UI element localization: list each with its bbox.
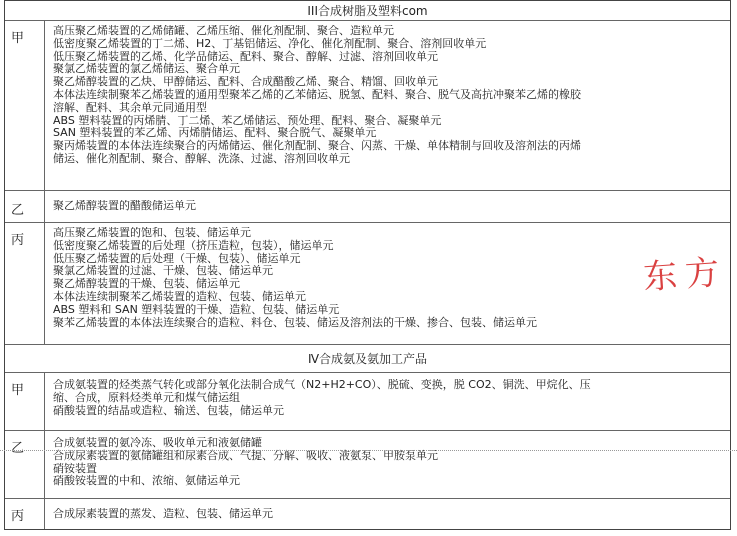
list-item: 低密度聚乙烯装置的后处理（挤压造粒，包装），储运单元	[53, 238, 334, 252]
list-item: SAN 塑料装置的苯乙烯、丙烯腈储运、配料、聚合脱气、凝聚单元	[53, 126, 377, 140]
list-item: ABS 塑料和 SAN 塑料装置的干燥、造粒、包装、储运单元	[53, 302, 340, 316]
grade-cell: 丙	[5, 499, 45, 529]
content-cell	[53, 200, 724, 213]
list-item: 硝酸装置的结晶或造粒、输送、包装，储运单元	[53, 403, 284, 417]
content-cell	[53, 227, 724, 329]
list-item: 聚丙烯装置的本体法连续聚合的丙烯储运、催化剂配制、聚合、闪蒸、干燥、单体精制与回收及溶剂法的丙烯	[53, 139, 581, 153]
list-item: 聚乙烯醇装置的乙炔、甲醇储运、配料、合成醋酸乙烯、聚合、精馏、回收单元	[53, 75, 438, 89]
list-item: 低压聚乙烯装置的乙烯、化学品储运、配料、聚合、醇解、过滤、溶剂回收单元	[53, 49, 438, 63]
section-overlay-text: com	[401, 4, 428, 18]
grade-cell: 甲	[5, 373, 45, 430]
list-item: 硝铵装置	[53, 461, 97, 475]
grade-cell: 丙	[5, 223, 45, 344]
table-row	[5, 191, 730, 223]
table-row	[5, 431, 730, 499]
list-item: 合成氨装置的烃类蒸气转化或部分氧化法制合成气（N2+H2+CO）、脱硫、变换，脱 CO2、铜洗、甲烷化、压	[53, 379, 591, 391]
list-item: 聚乙烯醇装置的干燥、包装、储运单元	[53, 277, 240, 291]
content-cell	[53, 508, 724, 521]
grade-cell: 甲	[5, 21, 45, 190]
list-item: 本体法连续制聚苯乙烯装置的造粒、包装、储运单元	[53, 289, 306, 303]
section-header-ammonia	[5, 345, 730, 373]
list-item: 合成氨装置的氨冷冻、吸收单元和液氨储罐	[53, 437, 262, 449]
content-cell	[53, 379, 724, 417]
content-cell	[53, 25, 724, 166]
table-row	[5, 499, 730, 529]
list-item: 合成尿素装置的蒸发、造粒、包装、储运单元	[53, 508, 273, 520]
list-item: ABS 塑料装置的丙烯腈、丁二烯、苯乙烯储运、预处理、配料、聚合、凝聚单元	[53, 113, 442, 127]
list-item: 高压聚乙烯装置的饱和、包装、储运单元	[53, 227, 251, 239]
table-row	[5, 223, 730, 345]
grade-cell: 乙	[5, 431, 45, 498]
list-item: 聚氯乙烯装置的氯乙烯储运、聚合单元	[53, 62, 240, 76]
section-header-resins	[5, 1, 730, 21]
section-title: Ⅳ合成氨及氨加工产品	[307, 352, 428, 366]
list-item: 低密度聚乙烯装置的丁二烯、H2、丁基铝储运、净化、催化剂配制、聚合、溶剂回收单元	[53, 36, 487, 50]
list-item: 合成尿素装置的氨储罐组和尿素合成、气提、分解、吸收、液氨泵、甲胺泵单元	[53, 448, 438, 462]
list-item: 高压聚乙烯装置的乙烯储罐、乙烯压缩、催化剂配制、聚合、造粒单元	[53, 25, 394, 37]
watermark-stamp: 东方	[641, 252, 729, 298]
list-item: 聚乙烯醇装置的醋酸储运单元	[53, 200, 196, 212]
dotted-divider	[0, 450, 737, 451]
table-row	[5, 373, 730, 431]
content-cell	[53, 437, 724, 488]
table-row	[5, 21, 730, 191]
section-title: III合成树脂及塑料	[307, 4, 402, 18]
list-item: 聚氯乙烯装置的过滤、干燥、包装、储运单元	[53, 264, 273, 278]
list-item: 聚苯乙烯装置的本体法连续聚合的造粒、料仓、包装、储运及溶剂法的干燥、掺合、包装、储运单元	[53, 315, 537, 329]
list-item: 硝酸铵装置的中和、浓缩、氨储运单元	[53, 474, 240, 488]
grade-cell: 乙	[5, 191, 45, 222]
list-item: 本体法连续制聚苯乙烯装置的通用型聚苯乙烯的乙苯储运、脱氢、配料、聚合、脱气及高抗冲聚苯乙烯的橡胶	[53, 87, 581, 101]
list-item: 低压聚乙烯装置的后处理（干燥、包装）、储运单元	[53, 251, 301, 265]
list-item: 溶解、配料、其余单元同通用型	[53, 100, 207, 114]
list-item: 缩、合成，原料烃类单元和煤气储运组	[53, 390, 240, 404]
list-item: 储运、催化剂配制、聚合、醇解、洗涤、过滤、溶剂回收单元	[53, 151, 350, 165]
